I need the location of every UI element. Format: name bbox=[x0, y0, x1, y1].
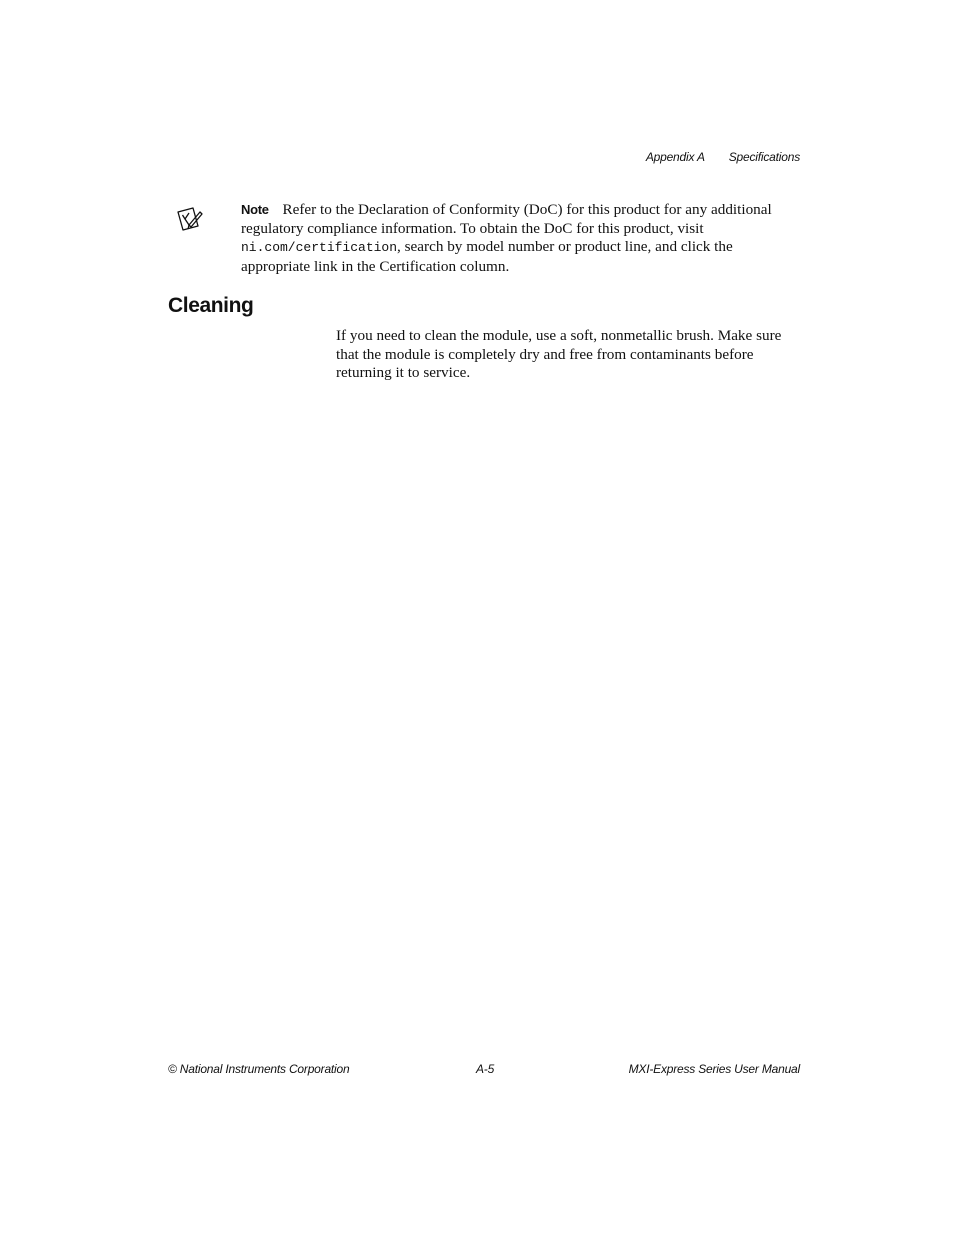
note-text-before-link: Refer to the Declaration of Conformity (DoC) for this product for any additional regulatory compliance information. To obtain the DoC for this product, visit bbox=[241, 201, 772, 237]
note-label: Note bbox=[241, 202, 269, 217]
note-block bbox=[241, 201, 801, 276]
running-header bbox=[646, 150, 800, 164]
footer-manual-title: MXI-Express Series User Manual bbox=[628, 1062, 800, 1076]
header-section: Specifications bbox=[728, 150, 800, 164]
note-pencil-icon bbox=[176, 206, 204, 232]
header-chapter: Appendix A bbox=[645, 150, 705, 164]
footer-page-number: A-5 bbox=[476, 1062, 495, 1076]
section-title-cleaning: Cleaning bbox=[168, 294, 254, 317]
footer-copyright: © National Instruments Corporation bbox=[168, 1062, 350, 1076]
cleaning-paragraph: If you need to clean the module, use a soft, nonmetallic brush. Make sure that the module is completely dry and free from contaminants before returning it to service. bbox=[336, 327, 782, 382]
certification-link[interactable]: ni.com/certification bbox=[241, 240, 398, 256]
note-text-after-link: , search by model number or product line, and click the appropriate link in the Certification column. bbox=[241, 238, 733, 275]
